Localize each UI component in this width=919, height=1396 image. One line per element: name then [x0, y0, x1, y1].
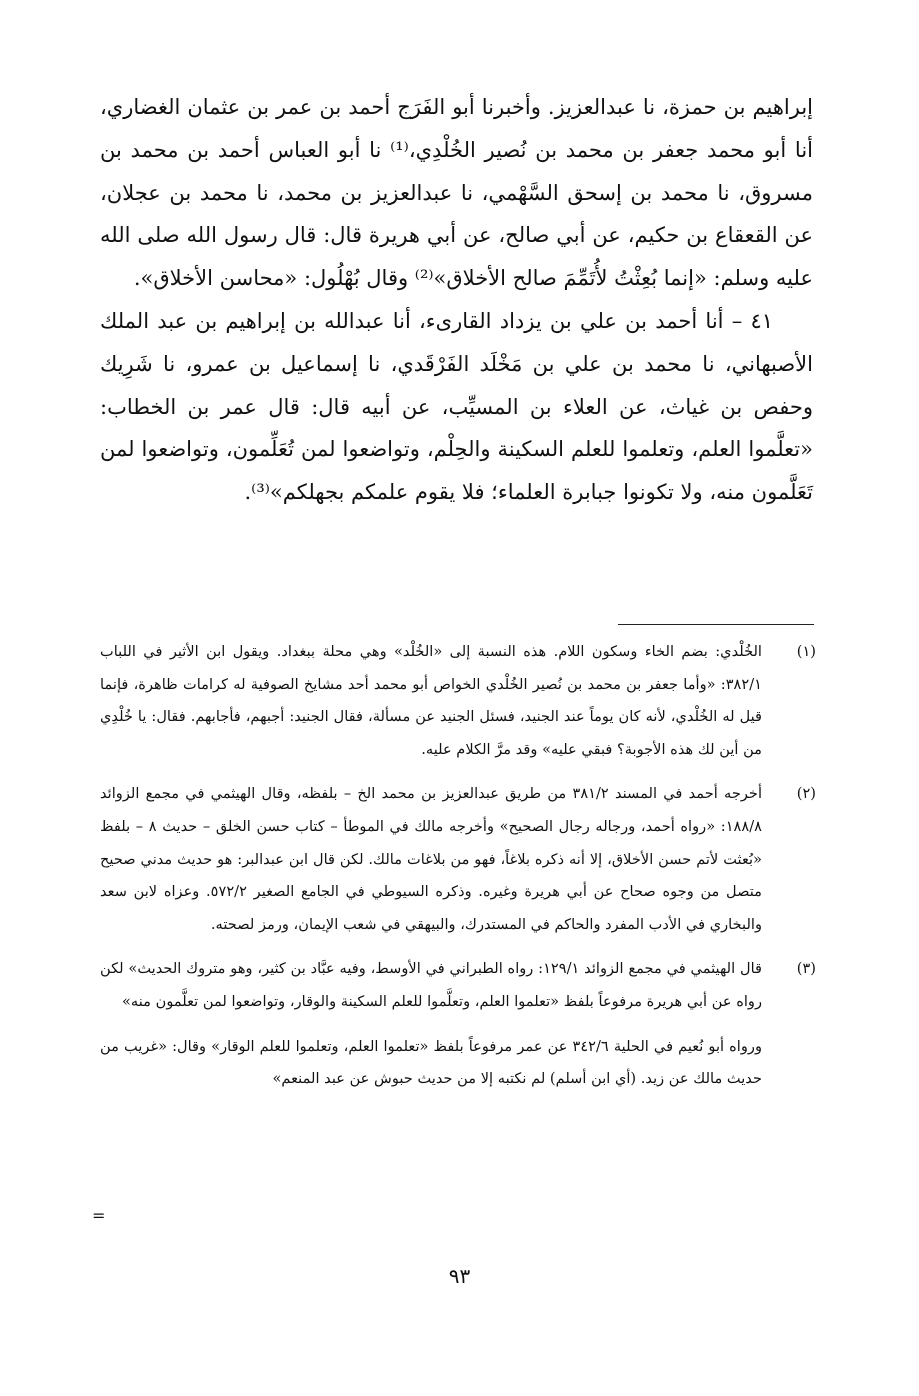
footnote-3-continuation: ورواه أبو نُعيم في الحلية ٣٤٢/٦ عن عمر مرفوعاً بلفظ «تعلموا العلم، وتعلموا للعلم الوقار» وقال: «غريب من حديث مالك عن زيد. (أي ابن أسلم) لم نكتبه إلا من حديث حبوش عن عبد المنعم»: [100, 1037, 762, 1088]
footnote-number: (٣): [796, 960, 816, 978]
footnote-number: (١): [796, 643, 816, 660]
main-paragraph-2: ٤١ – أنا أحمد بن علي بن يزداد القارىء، أنا عبدالله بن إبراهيم بن عبد الملك الأصبهاني، نا محمد بن علي بن مَخْلَد الفَرْقَدي، نا إسماعيل بن عمرو، نا شَرِيك وحفص بن غياث، عن العلاء بن المسيِّب، عن أبيه قال: قال عمر بن الخطاب: «تعلَّموا العلم، وتعلموا للعلم السكينة والحِلْم، وتواضعوا لمن تُعَلِّمون، وتواضعوا لمن تَعَلَّمون منه، ولا تكونوا جبابرة العلماء؛ فلا يقوم علمكم بجهلكم»⁽³⁾.: [100, 308, 813, 505]
footnote-2: [100, 778, 816, 941]
main-paragraph-1: إبراهيم بن حمزة، نا عبدالعزيز. وأخبرنا أبو الفَرَج أحمد بن عمر بن عثمان الغضاري، أنا أبو محمد جعفر بن محمد بن نُصير الخُلْدِي،⁽¹⁾ نا أبو العباس أحمد بن محمد بن مسروق، نا محمد بن إسحق السَّهْمي، نا عبدالعزيز بن محمد، نا محمد بن عجلان، عن القعقاع بن حكيم، عن أبي صالح، عن أبي هريرة قال: قال رسول الله صلى الله عليه وسلم: «إنما بُعِثْتُ لأُتَمِّمَ صالح الأخلاق»⁽²⁾ وقال بُهْلُول: «محاسن الأخلاق».: [100, 95, 813, 291]
page-number: ٩٣: [448, 1264, 471, 1288]
main-text-block: [100, 86, 813, 514]
footnote-1: [100, 636, 816, 766]
footnote-text: قال الهيثمي في مجمع الزوائد ١٢٩/١: رواه الطبراني في الأوسط، وفيه عبَّاد بن كثير، وهو متروك الحديث» لكن رواه عن أبي هريرة مرفوعاً بلفظ «تعلموا العلم، وتعلَّموا للعلم السكينة والوقار، وتواضعوا لمن تعلَّمون منه»: [100, 960, 762, 1010]
footnote-text: أخرجه أحمد في المسند ٣٨١/٢ من طريق عبدالعزيز بن محمد الخ – بلفظه، وقال الهيثمي في مجمع الزوائد ١٨٨/٨: «رواه أحمد، ورجاله رجال الصحيح» وأخرجه مالك في الموطأ – كتاب حسن الخلق – حديث ٨ – بلفظ «بُعثت لأتم حسن الأخلاق، إلا أنه ذكره بلاغاً، فهو من بلاغات مالك. لكن قال ابن عبدالبر: هو حديث مدني صحيح متصل من وجوه صحاح عن أبي هريرة وغيره. وذكره السيوطي في الجامع الصغير ٥٧٢/٢. وعزاه لابن سعد والبخاري في الأدب المفرد والحاكم في المستدرك، والبيهقي في شعب الإيمان، ورمز لصحته.: [100, 785, 762, 933]
footnote-3: [100, 953, 816, 1018]
footnote-text: الخُلْدي: بضم الخاء وسكون اللام. هذه النسبة إلى «الخُلْد» وهي محلة ببغداد. ويقول ابن الأثير في اللباب ٣٨٢/١: «وأما جعفر بن محمد بن نُصير الخُلْدي الخواص أبو محمد أحد مشايخ الصوفية له كرامات ظاهرة، فإنما قيل له الخُلْدي، لأنه كان يوماً عند الجنيد، فسئل الجنيد عن مسألة، فقال الجنيد: أجبهم، فأجابهم. فقال: يا خُلْدِي من أين لك هذه الأجوبة؟ فبقي عليه» وقد مرَّ الكلام عليه.: [100, 643, 762, 758]
continuation-mark: =: [92, 1206, 106, 1225]
footnote-divider: [618, 624, 814, 625]
footnotes-block: [100, 636, 816, 1096]
footnote-number: (٢): [796, 785, 816, 803]
